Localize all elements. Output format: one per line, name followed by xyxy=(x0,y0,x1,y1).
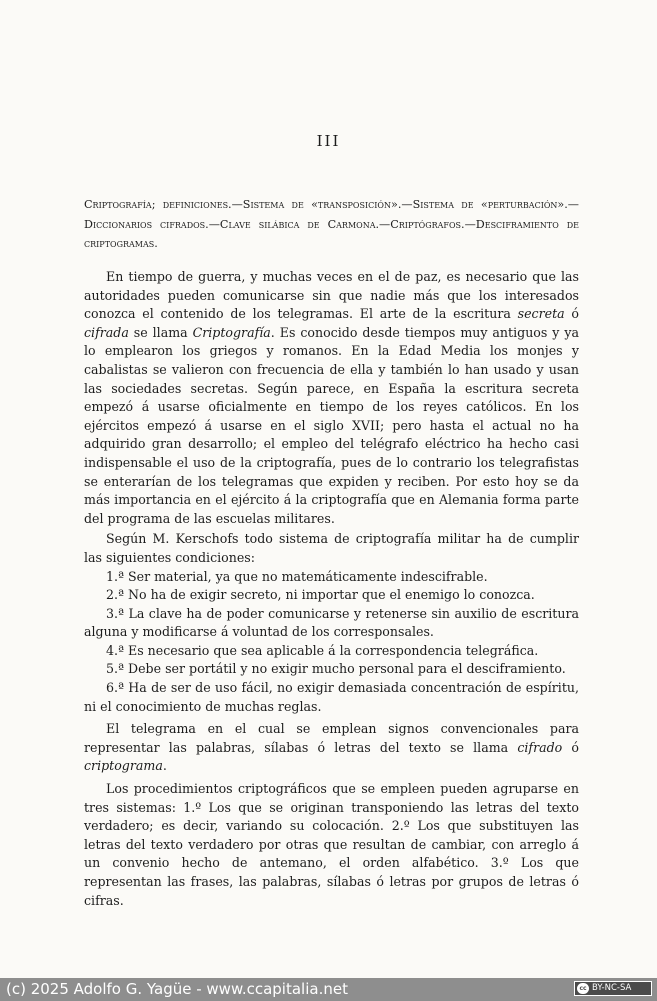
text-run: . Es conocido desde tiempos muy antiguos y ya lo emplearon los griegos y romanos. En la Edad Media los monjes y cabalistas se valieron con frecuencia de ella y también lo han usado y usan las sociedades secretas. Según parece, en España la escritura secreta empezó á usarse oficialmente en tiempo de los reyes católicos. En los ejércitos empezó á usarse en el siglo XVII; pero hasta el actual no ha adquirido gran desarrollo; el empleo del telégrafo eléctrico ha hecho casi indispensable el uso de la criptografía, pues de lo contrario los telegrafistas se enterarían de los telegramas que expiden y reciben. Por esto hoy se da más importancia en el ejército á la criptografía que en Alemania forma parte del programa de las escuelas militares. xyxy=(84,324,579,526)
italic-term: cifrada xyxy=(84,324,129,340)
paragraph-4: Los procedimientos criptográficos que se empleen pueden agruparse en tres sistemas: 1.º Los que se originan transponiendo las letras del texto verdadero; es decir, variando su colocación. 2.º Los que substituyen las letras del texto verdadero por otras que resultan de cambiar, con arreglo á un convenio hecho de antemano, el orden alfabético. 3.º Los que representan las frases, las palabras, sílabas ó letras por grupos de letras ó cifras. xyxy=(84,781,579,908)
italic-term: Criptografía xyxy=(192,324,271,340)
creative-commons-icon: cc xyxy=(577,983,589,994)
condition-item: 1.ª Ser material, ya que no matemáticamente indescifrable. xyxy=(106,568,488,584)
italic-term: cifrado xyxy=(517,739,563,755)
chapter-number: III xyxy=(316,132,341,150)
license-badge[interactable] xyxy=(574,981,652,996)
paragraph-1 xyxy=(84,268,579,528)
paragraph-3 xyxy=(84,720,579,776)
chapter-summary: Criptografía; definiciones.—Sistema de «transposición».—Sistema de «perturbación».—Diccionarios cifrados.—Clave silábica de Carmona.—Criptógrafos.—Desciframiento de criptogramas. xyxy=(84,198,579,250)
text-run: ó xyxy=(562,739,579,755)
paragraph-2: Según M. Kerschofs todo sistema de criptografía militar ha de cumplir las siguientes condiciones: xyxy=(84,531,579,565)
condition-item: 2.ª No ha de exigir secreto, ni importar que el enemigo lo conozca. xyxy=(106,587,535,603)
text-run: se llama xyxy=(128,324,193,340)
condition-item: 5.ª Debe ser portátil y no exigir mucho personal para el desciframiento. xyxy=(106,661,566,677)
chapter-body xyxy=(84,268,579,910)
license-label: BY-NC-SA xyxy=(592,983,632,993)
condition-item: 6.ª Ha de ser de uso fácil, no exigir demasiada concentración de espíritu, ni el conocimiento de muchas reglas. xyxy=(84,680,579,714)
text-run: El telegrama en el cual se emplean signos convencionales para representar las palabras, sílabas ó letras del texto se llama xyxy=(84,721,579,755)
condition-item: 3.ª La clave ha de poder comunicarse y retenerse sin auxilio de escritura alguna y modificarse á voluntad de los corresponsales. xyxy=(84,605,579,640)
italic-term: criptograma xyxy=(84,758,163,774)
text-run: ó xyxy=(564,306,579,322)
italic-term: secreta xyxy=(517,306,565,322)
copyright-credit: (c) 2025 Adolfo G. Yagüe - www.ccapitalia.net xyxy=(6,980,348,998)
condition-item: 4.ª Es necesario que sea aplicable á la correspondencia telegráfica. xyxy=(106,642,539,658)
copyright-footer xyxy=(0,978,657,1001)
text-run: . xyxy=(162,758,167,774)
text-run: En tiempo de guerra, y muchas veces en el de paz, es necesario que las autoridades pueden comunicarse sin que nadie más que los interesados conozca el contenido de los telegramas. El arte de la escritura xyxy=(84,269,579,322)
